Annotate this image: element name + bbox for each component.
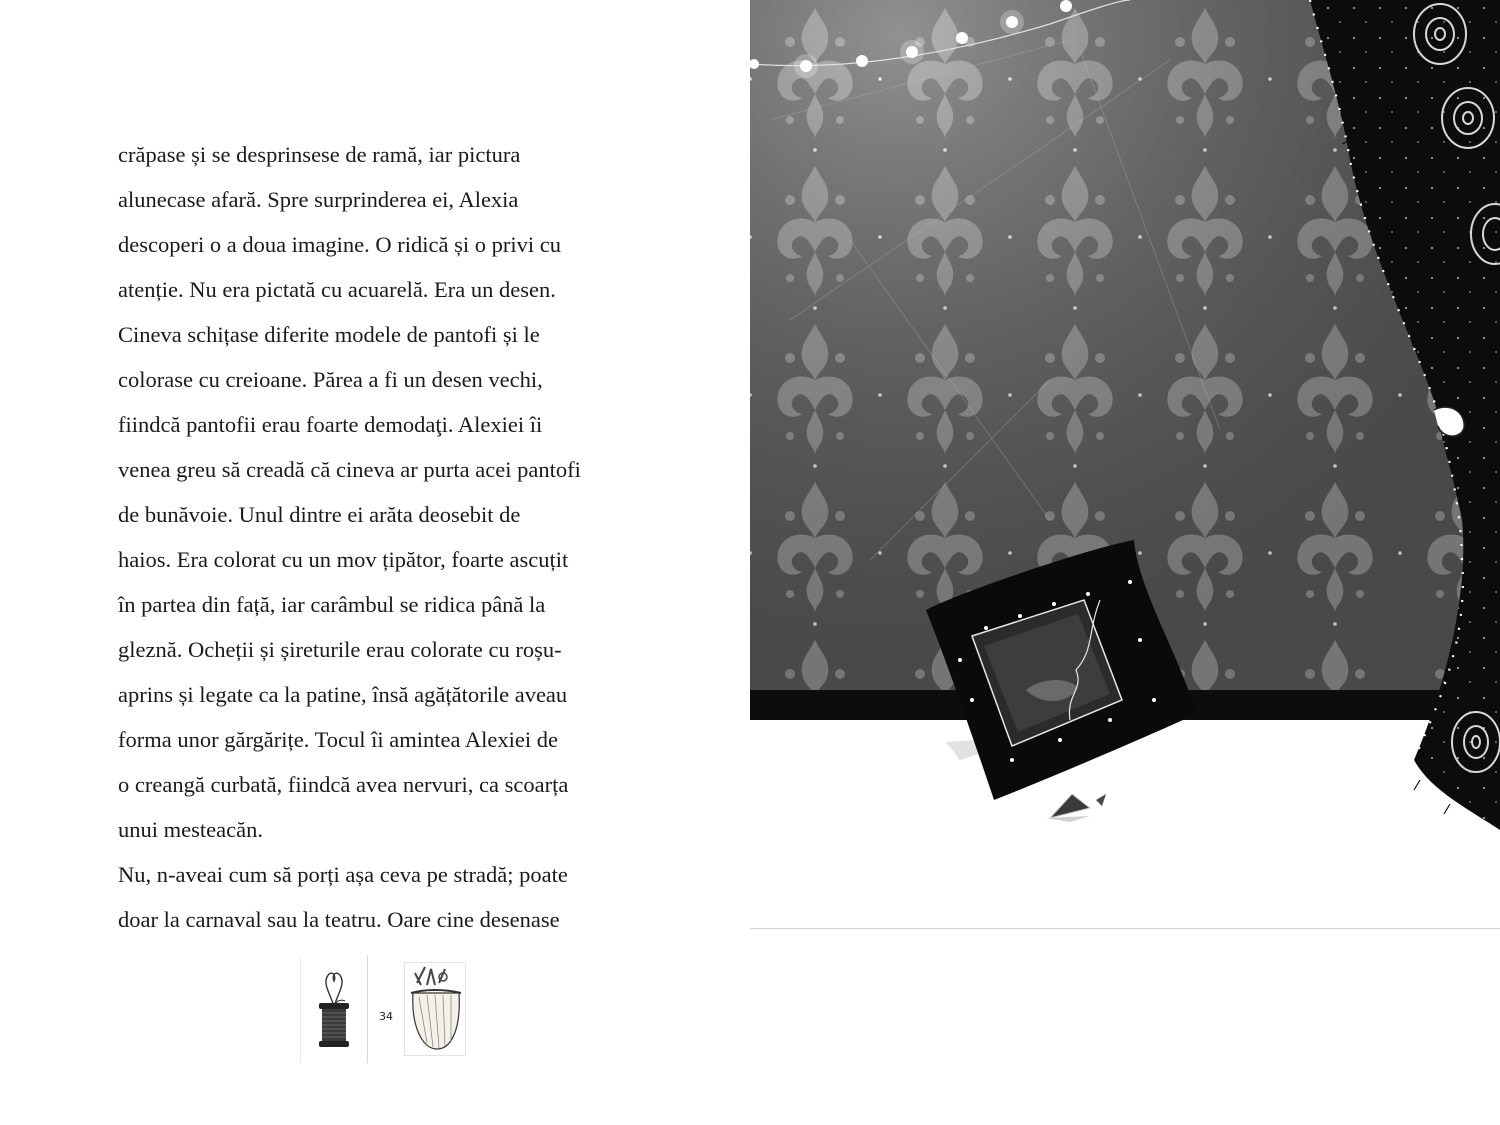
text-line: fiindcă pantofii erau foarte demodaţi. Alexiei îi	[118, 412, 543, 437]
text-line: colorase cu creioane. Părea a fi un desen vechi,	[118, 367, 543, 392]
text-line: crăpase și se desprinsese de ramă, iar pictura	[118, 142, 521, 167]
text-line: gleznă. Ocheții și șireturile erau colorate cu roșu-	[118, 637, 562, 662]
text-line: alunecase afară. Spre surprinderea ei, Alexia	[118, 187, 519, 212]
sewing-pouch-icon	[404, 962, 466, 1056]
illustration	[750, 0, 1500, 929]
text-line: atenție. Nu era pictată cu acuarelă. Era un desen.	[118, 277, 556, 302]
text-line: forma unor gărgărițe. Tocul îi amintea Alexiei de	[118, 727, 558, 752]
text-line: Nu, n-aveai cum să porți așa ceva pe stradă; poate	[118, 862, 568, 887]
text-line: o creangă curbată, fiindcă avea nervuri, ca scoarța	[118, 772, 569, 797]
floor	[750, 720, 1500, 928]
text-line: unui mesteacăn.	[118, 817, 263, 842]
text-line: de bunăvoie. Unul dintre ei arăta deosebit de	[118, 502, 521, 527]
text-line: aprins și legate ca la patine, însă agățătorile aveau	[118, 682, 568, 707]
text-line: Cineva schițase diferite modele de pantofi și le	[118, 322, 540, 347]
text-line: haios. Era colorat cu un mov țipător, foarte ascuțit	[118, 547, 569, 572]
text-line: venea greu să creadă că cineva ar purta acei pantofi	[118, 457, 581, 482]
thread-spool-icon	[300, 955, 368, 1063]
body-text	[118, 132, 718, 942]
text-line: în partea din față, iar carâmbul se ridica până la	[118, 592, 546, 617]
room-scene	[750, 0, 1500, 928]
text-line: doar la carnaval sau la teatru. Oare cine desenase	[118, 907, 560, 932]
text-line: descoperi o a doua imagine. O ridică și o privi cu	[118, 232, 561, 257]
page-number: 34	[379, 1010, 393, 1023]
